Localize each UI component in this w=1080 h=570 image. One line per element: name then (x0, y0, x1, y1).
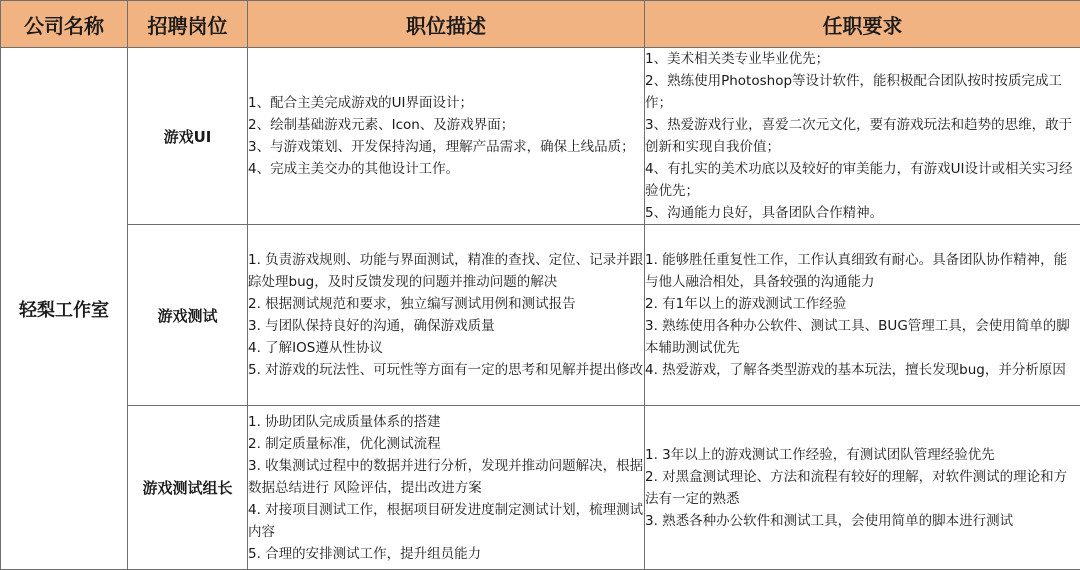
requirement-line: 4、有扎实的美术功底以及较好的审美能力，有游戏UI设计或相关实习经验优先； (645, 158, 1080, 202)
header-description: 职位描述 (248, 1, 645, 48)
description-line: 4. 了解IOS遵从性协议 (248, 337, 644, 359)
requirement-line: 3、热爱游戏行业，喜爱二次元文化，要有游戏玩法和趋势的思维，敢于创新和实现自我价值； (645, 114, 1080, 158)
position-description (248, 48, 645, 225)
requirement-line: 5、沟通能力良好，具备团队合作精神。 (645, 202, 1080, 224)
description-line: 3. 与团队保持良好的沟通，确保游戏质量 (248, 315, 644, 337)
table-row (1, 48, 1080, 225)
description-line: 2、绘制基础游戏元素、Icon、及游戏界面； (248, 114, 644, 136)
position-name: 游戏测试 (128, 225, 248, 406)
position-requirements (645, 225, 1080, 406)
position-requirements (645, 406, 1080, 570)
description-line: 4. 对接项目测试工作，根据项目研发进度制定测试计划，梳理测试内容 (248, 499, 644, 543)
requirement-line: 1. 能够胜任重复性工作，工作认真细致有耐心。具备团队协作精神，能与他人融洽相处，具备较强的沟通能力 (645, 249, 1080, 293)
table-row (1, 225, 1080, 406)
position-name: 游戏UI (128, 48, 248, 225)
description-line: 1. 负责游戏规则、功能与界面测试，精准的查找、定位、记录并跟踪处理bug，及时反馈发现的问题并推动问题的解决 (248, 249, 644, 293)
header-row (1, 1, 1080, 48)
header-company: 公司名称 (1, 1, 128, 48)
description-line: 3. 收集测试过程中的数据并进行分析，发现并推动问题解决，根据数据总结进行 风险评估，提出改进方案 (248, 455, 644, 499)
description-line: 2. 根据测试规范和要求，独立编写测试用例和测试报告 (248, 293, 644, 315)
requirement-line: 3. 熟练使用各种办公软件、测试工具、BUG管理工具，会使用简单的脚本辅助测试优先 (645, 315, 1080, 359)
table-row (1, 406, 1080, 570)
position-description (248, 406, 645, 570)
position-name: 游戏测试组长 (128, 406, 248, 570)
description-line: 5. 对游戏的玩法性、可玩性等方面有一定的思考和见解并提出修改 (248, 359, 644, 381)
requirement-line: 2. 有1年以上的游戏测试工作经验 (645, 293, 1080, 315)
company-name: 轻梨工作室 (1, 48, 128, 570)
requirement-line: 2、熟练使用Photoshop等设计软件，能积极配合团队按时按质完成工作； (645, 70, 1080, 114)
requirement-line: 4. 热爱游戏，了解各类型游戏的基本玩法，擅长发现bug，并分析原因 (645, 359, 1080, 381)
requirement-line: 1、美术相关类专业毕业优先； (645, 48, 1080, 70)
description-line: 5. 合理的安排测试工作，提升组员能力 (248, 543, 644, 565)
description-line: 1、配合主美完成游戏的UI界面设计； (248, 92, 644, 114)
description-line: 2. 制定质量标准，优化测试流程 (248, 433, 644, 455)
header-position: 招聘岗位 (128, 1, 248, 48)
description-line: 3、与游戏策划、开发保持沟通，理解产品需求，确保上线品质； (248, 136, 644, 158)
requirement-line: 3. 熟悉各种办公软件和测试工具，会使用简单的脚本进行测试 (645, 510, 1080, 532)
position-requirements (645, 48, 1080, 225)
position-description (248, 225, 645, 406)
header-requirements: 任职要求 (645, 1, 1080, 48)
description-line: 1. 协助团队完成质量体系的搭建 (248, 411, 644, 433)
description-line: 4、完成主美交办的其他设计工作。 (248, 158, 644, 180)
requirement-line: 2. 对黑盒测试理论、方法和流程有较好的理解，对软件测试的理论和方法有一定的熟悉 (645, 466, 1080, 510)
requirement-line: 1. 3年以上的游戏测试工作经验，有测试团队管理经验优先 (645, 444, 1080, 466)
